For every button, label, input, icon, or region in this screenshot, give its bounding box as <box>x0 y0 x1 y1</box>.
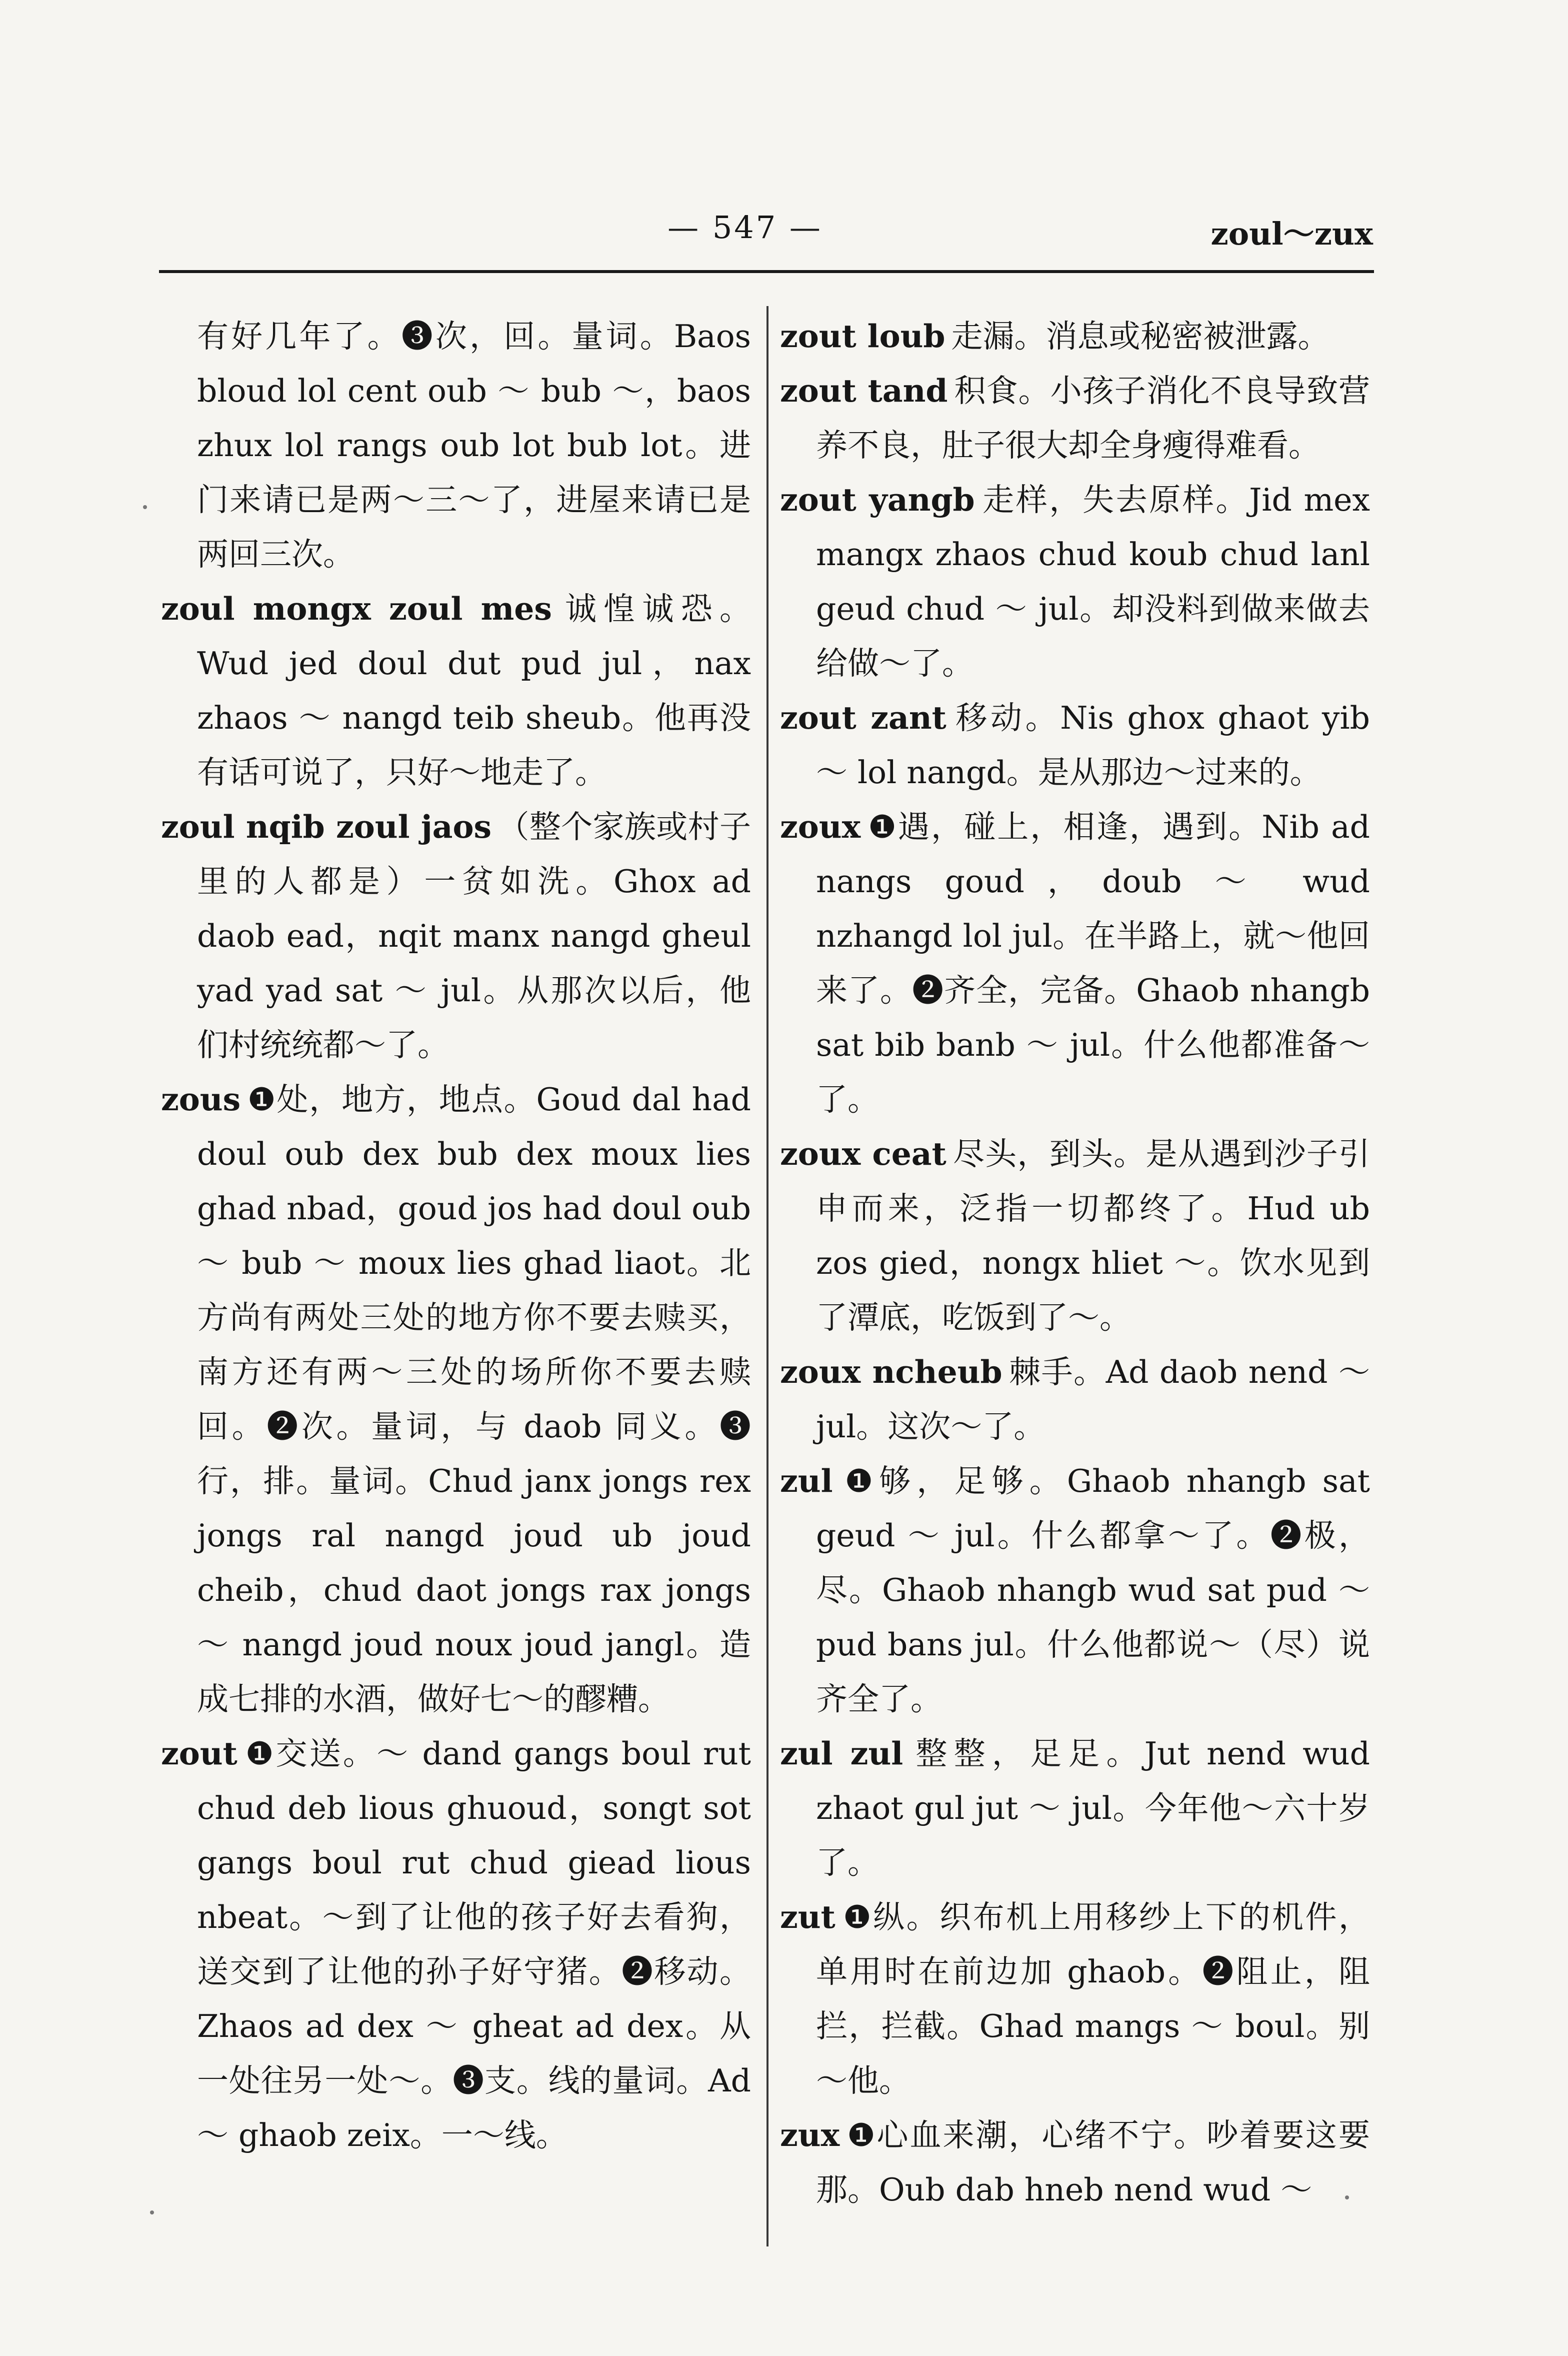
entry-headword: zut <box>780 1898 836 1935</box>
dictionary-entry <box>780 691 1370 800</box>
entry-text: 整整，足足。Jut nend wud zhaot gul jut ～ jul。今年他～六十岁了。 <box>816 1735 1370 1881</box>
entry-text: 有好几年了。❸次，回。量词。Baos bloud lol cent oub ～ bub ～，baos zhux lol rangs oub lot bub lot。进门来请已是两～三～了，进屋来请已是两回三次。 <box>197 318 751 573</box>
entry-text: 移动。Nis ghox ghaot yib ～ lol nangd。是从那边～过来的。 <box>816 700 1370 791</box>
dictionary-entry <box>780 1345 1370 1454</box>
scan-speck <box>1345 2195 1349 2199</box>
dictionary-entry <box>780 1454 1370 1726</box>
entry-headword: zul zul <box>780 1735 904 1772</box>
dictionary-entry <box>780 364 1370 473</box>
entry-text: ❶交送。～ dand gangs boul rut chud deb lious ghuoud，songt sot gangs boul rut chud giead lious nbeat。～到了让他的孩子好去看狗，送交到了让他的孙子好守猪。❷移动。Zhaos ad dex ～ gheat ad dex。从一处往另一处～。❸支。线的量词。Ad ～ ghaob zeix。一～线。 <box>197 1735 751 2153</box>
page-number: — 547 — <box>668 209 822 246</box>
entry-text: 棘手。Ad daob nend ～ jul。这次～了。 <box>816 1354 1370 1445</box>
entry-headword: zul <box>780 1462 833 1499</box>
dictionary-entry <box>780 800 1370 1127</box>
entry-text: 积食。小孩子消化不良导致营养不良，肚子很大却全身瘦得难看。 <box>816 373 1370 464</box>
dictionary-entry <box>780 1726 1370 1890</box>
entry-headword: zoul nqib zoul jaos <box>161 808 492 845</box>
entry-headword: zout loub <box>780 318 946 355</box>
running-head: zoul～zux <box>1210 216 1373 252</box>
dictionary-entry <box>780 1890 1370 2108</box>
left-column <box>161 309 751 2162</box>
dictionary-entry <box>161 582 751 800</box>
entry-headword: zout zant <box>780 699 946 736</box>
dictionary-entry <box>780 473 1370 691</box>
header-rule <box>159 270 1374 273</box>
column-divider <box>766 306 768 2246</box>
entry-text: ❶处，地方，地点。Goud dal had doul oub dex bub dex moux lies ghad nbad，goud jos had doul oub ～ bub ～ moux lies ghad liaot。北方尚有两处三处的地方你不要去赎买，南方还有两～三处的场所你不要去赎回。❷次。量词，与 daob 同义。❸行，排。量词。Chud janx jongs rex jongs ral nangd joud ub joud cheib，chud daot jongs rax jongs ～ nangd joud noux joud jangl。造成七排的水酒，做好七～的醪糟。 <box>197 1081 751 1717</box>
entry-text: ❶纵。织布机上用移纱上下的机件，单用时在前边加 ghaob。❷阻止，阻拦，拦截。Ghad mangs ～ boul。别～他。 <box>816 1899 1370 2099</box>
scan-speck <box>150 2210 154 2214</box>
dictionary-entry <box>161 309 751 582</box>
entry-text: 诚惶诚恐。Wud jed doul dut pud jul，nax zhaos ～ nangd teib sheub。他再没有话可说了，只好～地走了。 <box>197 591 751 791</box>
dictionary-entry <box>780 309 1370 364</box>
entry-text: ❶够，足够。Ghaob nhangb sat geud ～ jul。什么都拿～了。❷极，尽。Ghaob nhangb wud sat pud ～ pud bans jul。什么他都说～（尽）说齐全了。 <box>816 1463 1370 1717</box>
dictionary-entry <box>161 800 751 1072</box>
entry-text: 尽头，到头。是从遇到沙子引申而来，泛指一切都终了。Hud ub zos gied，nongx hliet ～。饮水见到了潭底，吃饭到了～。 <box>816 1136 1370 1336</box>
entry-text: 走样，失去原样。Jid mex mangx zhaos chud koub chud lanl geud chud ～ jul。却没料到做来做去给做～了。 <box>816 482 1370 682</box>
entry-headword: zux <box>780 2116 840 2153</box>
entry-headword: zout tand <box>780 372 948 409</box>
entry-text: （整个家族或村子里的人都是）一贫如洗。Ghox ad daob ead，nqit manx nangd gheul yad yad sat ～ jul。从那次以后，他们村统统都～了。 <box>197 809 751 1063</box>
entry-headword: zous <box>161 1081 241 1118</box>
entry-headword: zoux ceat <box>780 1135 946 1172</box>
scan-speck <box>143 505 147 509</box>
right-column <box>780 309 1370 2217</box>
dictionary-entry <box>780 1127 1370 1345</box>
entry-headword: zout <box>161 1735 238 1772</box>
dictionary-entry <box>161 1072 751 1726</box>
dictionary-entry <box>780 2108 1370 2217</box>
dictionary-entry <box>161 1726 751 2162</box>
entry-text: ❶心血来潮，心绪不宁。吵着要这要那。Oub dab hneb nend wud ～ <box>816 2117 1370 2208</box>
entry-text: 走漏。消息或秘密被泄露。 <box>951 318 1330 355</box>
entry-headword: zoux ncheub <box>780 1353 1002 1390</box>
entry-headword: zoux <box>780 808 861 845</box>
entry-headword: zoul mongx zoul mes <box>161 590 552 627</box>
entry-headword: zout yangb <box>780 481 975 518</box>
entry-text: ❶遇，碰上，相逢，遇到。Nib ad nangs goud，doub ～ wud nzhangd lol jul。在半路上，就～他回来了。❷齐全，完备。Ghaob nhangb sat bib banb ～ jul。什么他都准备～了。 <box>816 809 1370 1118</box>
